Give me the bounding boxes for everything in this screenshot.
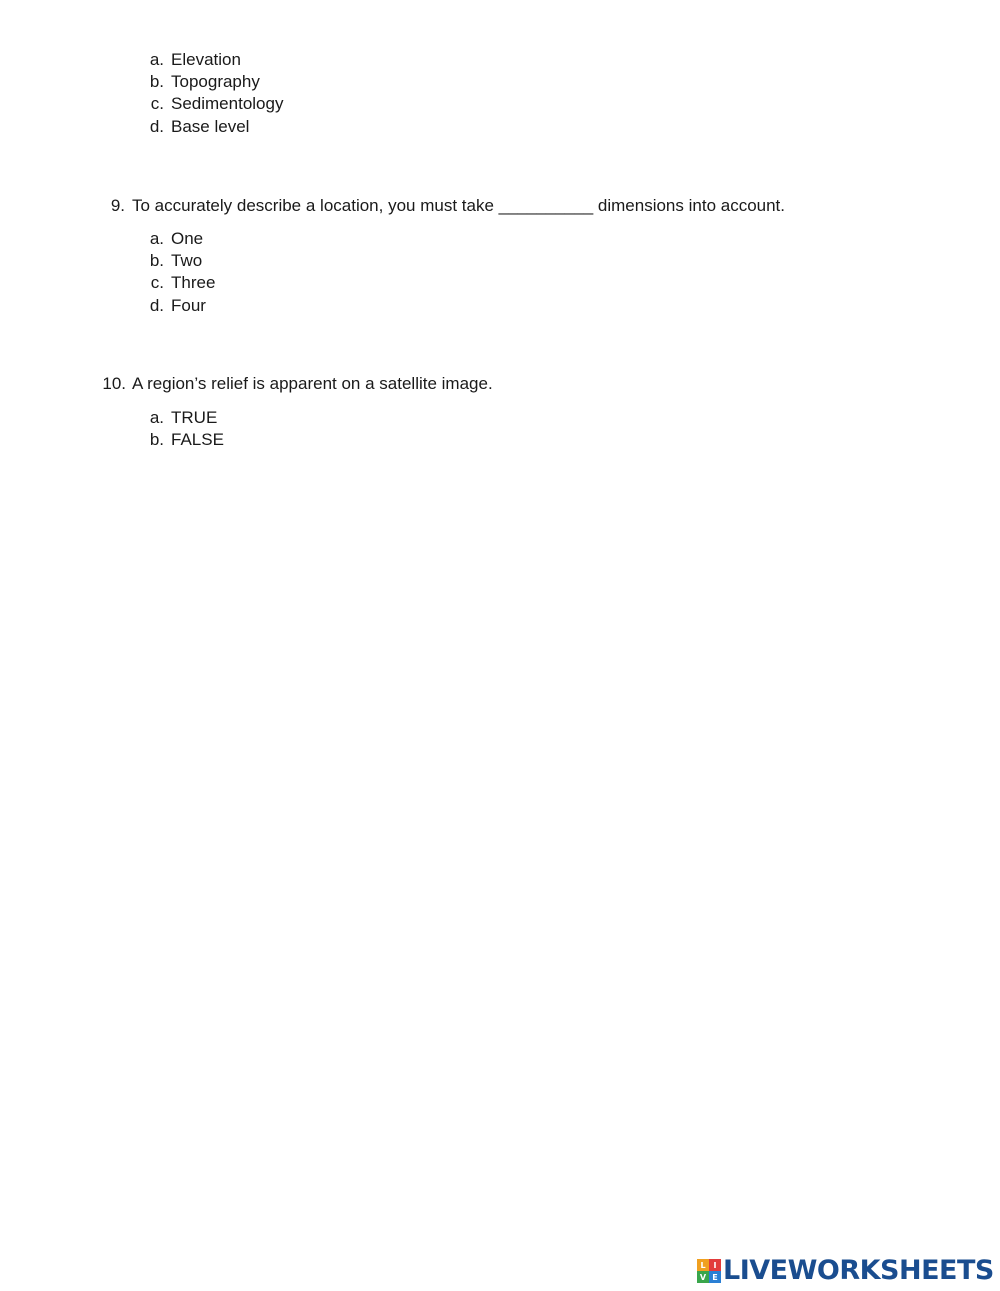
option-letter: d. — [149, 296, 164, 315]
option-text: Three — [171, 273, 216, 292]
logo-mark-icon — [697, 1259, 721, 1283]
logo-mark-v: V — [697, 1271, 709, 1283]
logo-mark-i: I — [709, 1259, 721, 1271]
option-text: Base level — [171, 117, 250, 136]
option-letter: b. — [149, 72, 164, 91]
option-text: Four — [171, 296, 206, 315]
logo-mark-e: E — [709, 1271, 721, 1283]
option-letter: d. — [149, 117, 164, 136]
option-text: Two — [171, 251, 203, 270]
option-text: Sedimentology — [171, 94, 284, 113]
option-letter: c. — [150, 273, 164, 292]
option-letter: b. — [149, 251, 164, 270]
option-letter: a. — [149, 229, 164, 248]
option-text: Topography — [171, 72, 260, 91]
option-letter: b. — [149, 430, 164, 449]
option-letter: a. — [149, 408, 164, 427]
option-letter: a. — [149, 50, 164, 69]
option-text: TRUE — [171, 408, 218, 427]
liveworksheets-logo — [697, 1257, 994, 1285]
logo-wordmark: LIVEWORKSHEETS — [723, 1255, 994, 1286]
option-text: One — [171, 229, 204, 248]
question-number: 10. — [102, 374, 126, 393]
option-text: FALSE — [171, 430, 224, 449]
option-letter: c. — [150, 94, 164, 113]
option-text: Elevation — [171, 50, 241, 69]
question-text: A region’s relief is apparent on a satellite image. — [132, 374, 493, 393]
question-text: To accurately describe a location, you must take __________ dimensions into account. — [132, 196, 786, 215]
logo-mark-l: L — [697, 1259, 709, 1271]
question-number: 9. — [110, 196, 125, 215]
